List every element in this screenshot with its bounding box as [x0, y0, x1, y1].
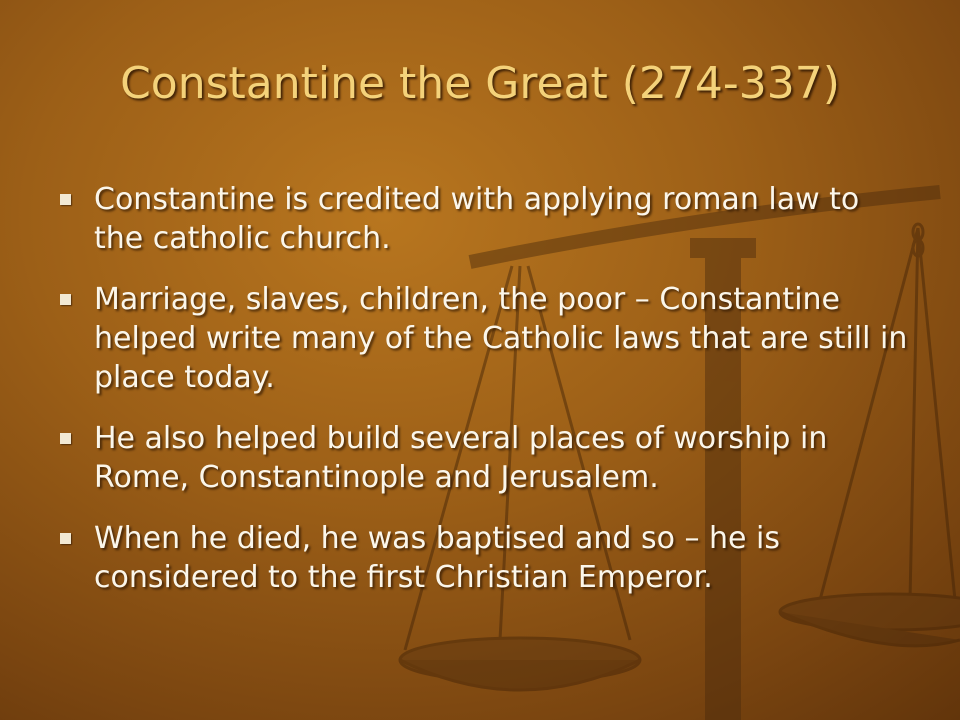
square-bullet-icon	[60, 294, 71, 305]
bullet-text: Constantine is credited with applying roman law to the catholic church.	[94, 182, 860, 256]
bullet-item	[58, 280, 908, 397]
bullet-item	[58, 419, 908, 497]
bullet-text: When he died, he was baptised and so – he is considered to the first Christian Emperor.	[94, 521, 780, 595]
slide-title: Constantine the Great (274-337)	[120, 58, 840, 109]
bullet-item	[58, 180, 908, 258]
square-bullet-icon	[60, 533, 71, 544]
square-bullet-icon	[60, 433, 71, 444]
bullet-list	[58, 180, 908, 619]
bullet-item	[58, 519, 908, 597]
square-bullet-icon	[60, 194, 71, 205]
bullet-text: Marriage, slaves, children, the poor – Constantine helped write many of the Catholic laws that are still in place today.	[94, 282, 908, 395]
bullet-text: He also helped build several places of worship in Rome, Constantinople and Jerusalem.	[94, 421, 828, 495]
